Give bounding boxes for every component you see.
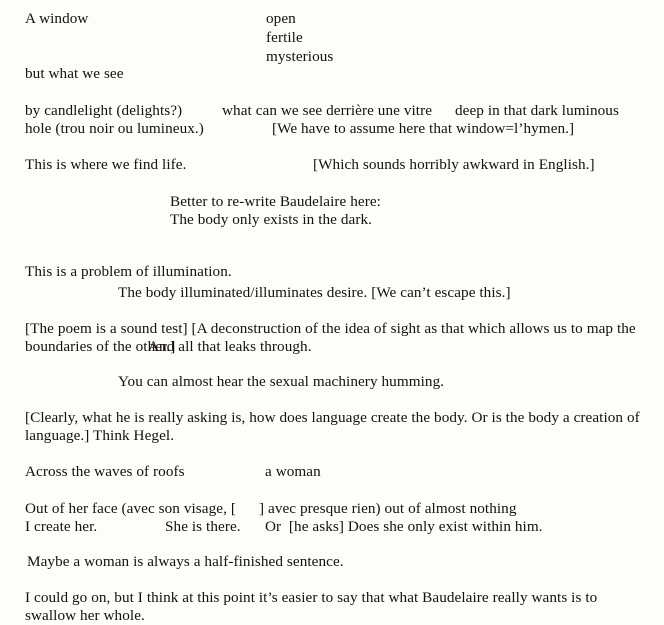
poem-text-segment: by candlelight (delights?) — [25, 102, 183, 119]
poem-text-segment: I create her. — [25, 518, 98, 535]
poem-text-segment: The body illuminated/illuminates desire. [We can’t escape this.] — [118, 284, 511, 301]
poem-text-segment: The body only exists in the dark. — [170, 211, 373, 228]
poem-text-segment: A window — [25, 10, 89, 27]
poem-text-segment: Maybe a woman is always a half-finished sentence. — [27, 553, 344, 570]
poem-text-segment: deep in that dark luminous — [455, 102, 619, 119]
poem-text-segment: [The poem is a sound test] [A deconstruction of the idea of sight as that which allows us to map the — [25, 320, 636, 337]
poem-text-segment: And all that leaks through. — [148, 338, 312, 355]
poem-text-segment: a woman — [265, 463, 321, 480]
poem-text-segment: language.] Think Hegel. — [25, 427, 175, 444]
poem-text-segment: boundaries of the other.] — [25, 338, 176, 355]
poem-text-segment: swallow her whole. — [25, 607, 145, 624]
poem-text-segment: She is there. — [165, 518, 241, 535]
poem-text-segment: mysterious — [266, 48, 334, 65]
poem-text-segment: You can almost hear the sexual machinery humming. — [118, 373, 445, 390]
poem-text-segment: [Clearly, what he is really asking is, how does language create the body. Or is the body a creation of — [25, 409, 640, 426]
poem-text-segment: I could go on, but I think at this point it’s easier to say that what Baudelaire really wants is to — [25, 589, 598, 606]
poem-text-segment: but what we see — [25, 65, 124, 82]
poem-text-segment: [We have to assume here that window=l’hymen.] — [272, 120, 575, 137]
poem-text-segment: Or [he asks] Does she only exist within him. — [265, 518, 543, 535]
poem-text-segment: fertile — [266, 29, 303, 46]
poem-text-segment: Out of her face (avec son visage, [ — [25, 500, 236, 517]
poem-text-segment: This is a problem of illumination. — [25, 263, 232, 280]
poem-text-segment: [Which sounds horribly awkward in English.] — [313, 156, 595, 173]
poem-text-segment: Across the waves of roofs — [25, 463, 185, 480]
poem-text-segment: Better to re-write Baudelaire here: — [170, 193, 381, 210]
poem-text-segment: open — [266, 10, 296, 27]
poem-text-segment: ] avec presque rien) out of almost nothing — [259, 500, 517, 517]
poem-text-segment: This is where we find life. — [25, 156, 187, 173]
poem-text-segment: hole (trou noir ou lumineux.) — [25, 120, 204, 137]
poem-text-segment: what can we see derrière une vitre — [222, 102, 433, 119]
